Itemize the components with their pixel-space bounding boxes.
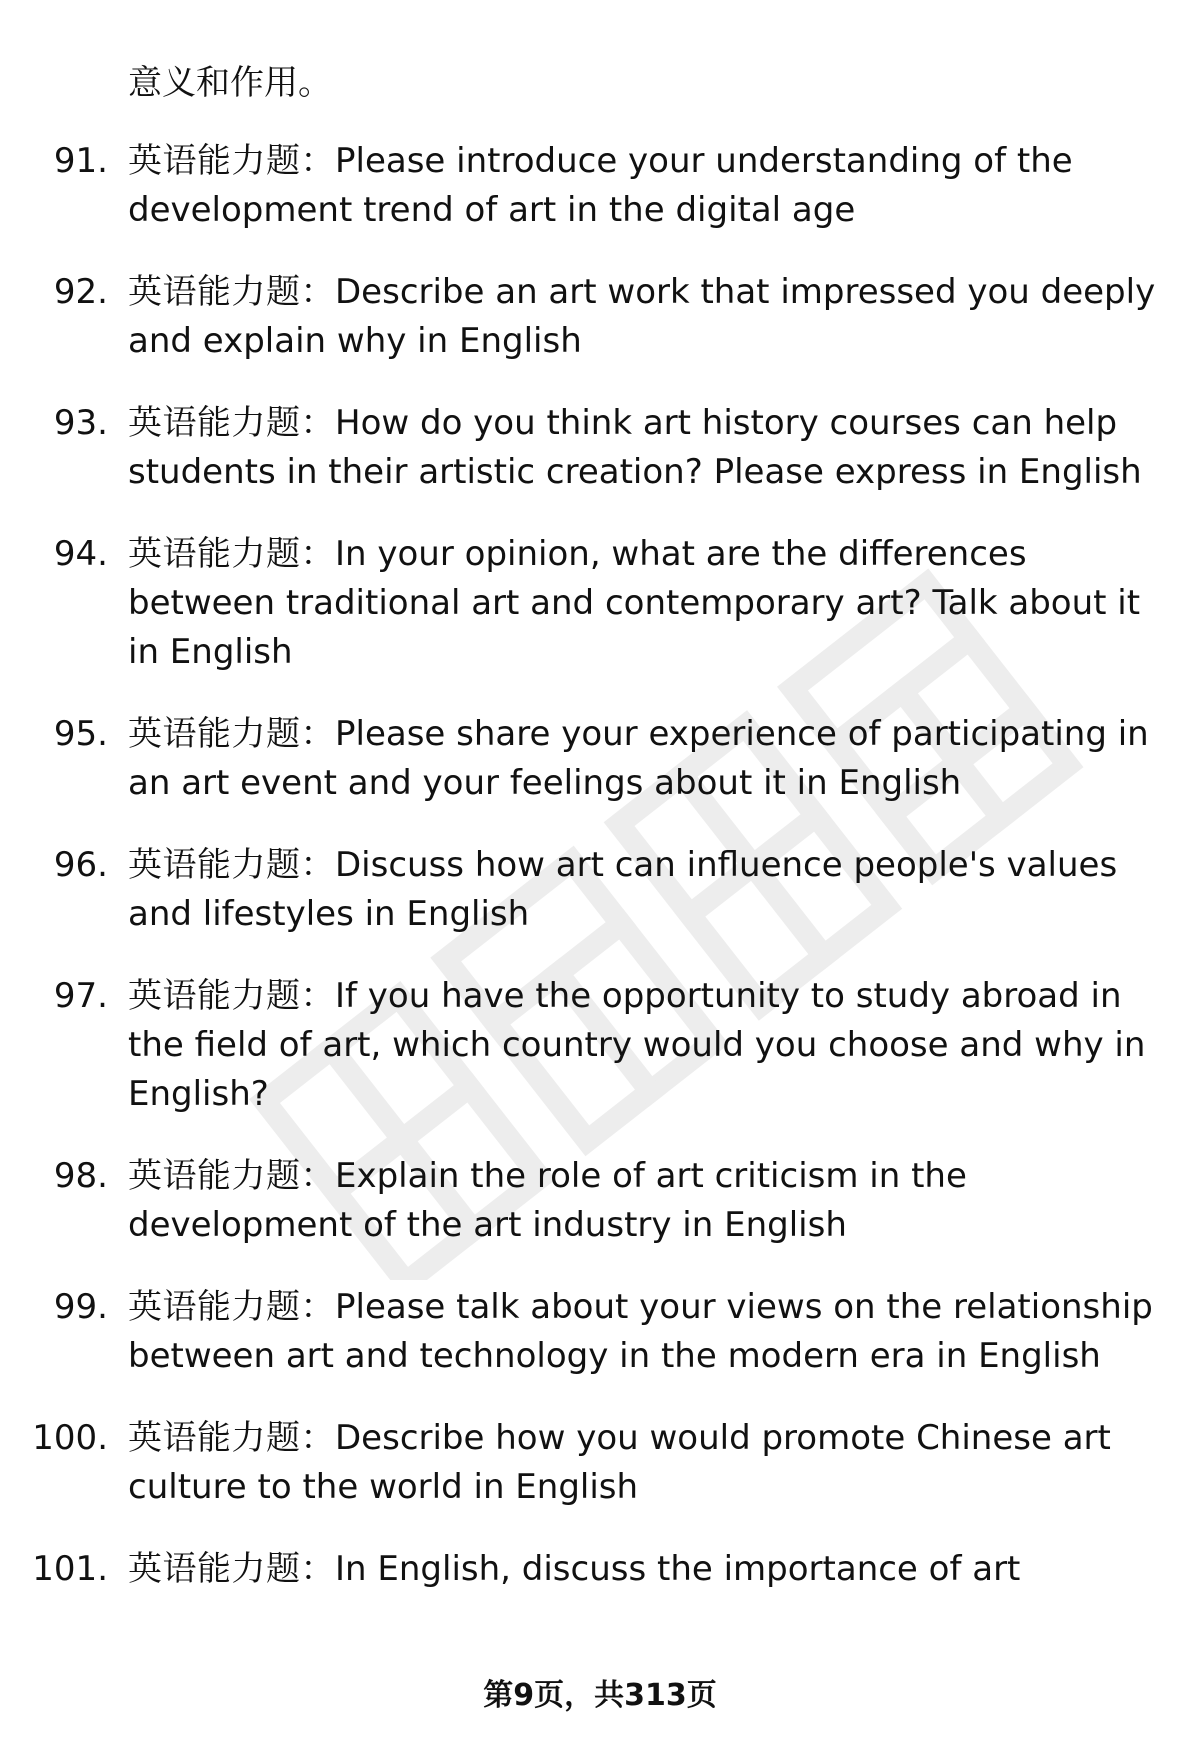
- question-item: [0, 1283, 1200, 1381]
- question-item: [0, 972, 1200, 1119]
- question-body: [128, 710, 1168, 808]
- question-item: [0, 268, 1200, 366]
- question-category: 英语能力题：: [128, 1549, 335, 1589]
- question-number: 94.: [53, 534, 108, 574]
- question-text: How do you think art history courses can help students in their artistic creation? Please express in English: [128, 403, 1142, 492]
- continued-text: 意义和作用。: [128, 63, 332, 103]
- question-text: Describe how you would promote Chinese art culture to the world in English: [128, 1418, 1111, 1507]
- question-number: 93.: [53, 403, 108, 443]
- question-number: 101.: [32, 1549, 108, 1589]
- question-body: [128, 1283, 1168, 1381]
- question-body: [128, 1152, 1168, 1250]
- question-text: If you have the opportunity to study abroad in the field of art, which country would you choose and why in English?: [128, 976, 1146, 1114]
- question-body: [128, 399, 1168, 497]
- question-category: 英语能力题：: [128, 1156, 335, 1196]
- question-text: Discuss how art can influence people's values and lifestyles in English: [128, 845, 1118, 934]
- question-body: [128, 268, 1168, 366]
- question-text: Please share your experience of participating in an art event and your feelings about it in English: [128, 714, 1149, 803]
- question-number: 99.: [53, 1287, 108, 1327]
- question-number: 97.: [53, 976, 108, 1016]
- question-text: In English, discuss the importance of art: [335, 1549, 1021, 1589]
- page-footer: 第9页，共313页: [483, 1678, 717, 1713]
- question-number: 92.: [53, 272, 108, 312]
- question-item: [0, 530, 1200, 677]
- question-number: 96.: [53, 845, 108, 885]
- question-body: [128, 1414, 1168, 1512]
- question-category: 英语能力题：: [128, 845, 335, 885]
- question-category: 英语能力题：: [128, 1418, 335, 1458]
- question-category: 英语能力题：: [128, 714, 335, 754]
- question-item: [0, 399, 1200, 497]
- question-item: [0, 1414, 1200, 1512]
- question-text: In your opinion, what are the differences between traditional art and contemporary art? Talk about it in English: [128, 534, 1141, 672]
- question-number: 100.: [32, 1418, 108, 1458]
- question-number: 98.: [53, 1156, 108, 1196]
- question-category: 英语能力题：: [128, 403, 335, 443]
- question-body: [128, 530, 1168, 677]
- question-category: 英语能力题：: [128, 272, 335, 312]
- question-text: Describe an art work that impressed you deeply and explain why in English: [128, 272, 1156, 361]
- question-body: [128, 137, 1168, 235]
- question-list: [0, 137, 1200, 1627]
- question-number: 95.: [53, 714, 108, 754]
- question-number: 91.: [53, 141, 108, 181]
- question-category: 英语能力题：: [128, 1287, 335, 1327]
- question-item: [0, 710, 1200, 808]
- question-text: Please introduce your understanding of the development trend of art in the digital age: [128, 141, 1073, 230]
- question-item: [0, 1545, 1200, 1594]
- question-body: [128, 972, 1168, 1119]
- question-category: 英语能力题：: [128, 534, 335, 574]
- question-body: [128, 1545, 1168, 1594]
- question-category: 英语能力题：: [128, 141, 335, 181]
- question-item: [0, 841, 1200, 939]
- question-text: Please talk about your views on the relationship between art and technology in the modern era in English: [128, 1287, 1153, 1376]
- question-body: [128, 841, 1168, 939]
- question-item: [0, 1152, 1200, 1250]
- question-item: [0, 137, 1200, 235]
- question-category: 英语能力题：: [128, 976, 335, 1016]
- question-text: Explain the role of art criticism in the development of the art industry in English: [128, 1156, 967, 1245]
